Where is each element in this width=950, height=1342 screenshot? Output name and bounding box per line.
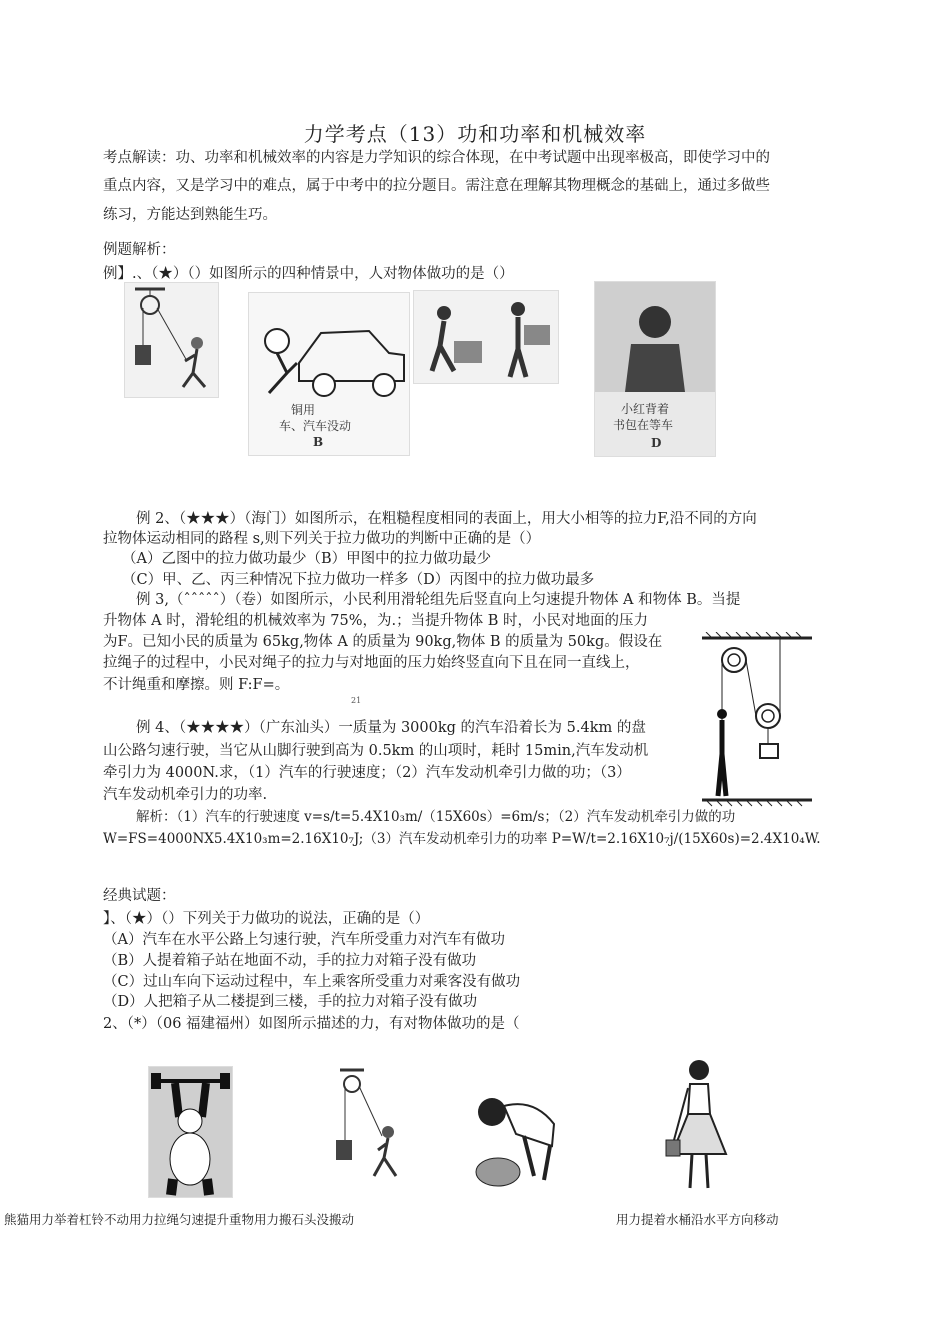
figure-b-caption-2: 车、汽车没动 <box>279 419 352 433</box>
question-1-option-b: （B）人提着箱子站在地面不动，手的拉力对箱子没有做功 <box>103 953 477 969</box>
rope-pulley-icon <box>330 1066 408 1184</box>
example-4-line-4: 汽车发动机牵引力的功率. <box>103 787 268 803</box>
page-mark: 21 <box>351 696 362 705</box>
page-title: 力学考点（13）功和功率和机械效率 <box>303 122 647 146</box>
figure-a-pulley <box>124 282 219 398</box>
figure-c-carry-box <box>413 290 559 384</box>
carry-bucket-icon <box>664 1054 734 1194</box>
intro-line-1: 考点解读：功、功率和机械效率的内容是力学知识的综合体现，在中考试题中出现率极高，即使学习中的 <box>103 150 770 166</box>
example-3-line-2: 升物体 A 时，滑轮组的机械效率为 75%，为.；当提升物体 B 时，小民对地面的压力 <box>103 613 649 629</box>
example-2-option-ab: （A）乙图中的拉力做功最少（B）甲图中的拉力做功最少 <box>122 551 492 567</box>
figure-carry-bucket <box>664 1054 734 1194</box>
intro-line-2: 重点内容，又是学习中的难点，属于中考中的拉分题目。需注意在理解其物理概念的基础上，通过多做些 <box>103 178 770 194</box>
push-rock-icon <box>464 1084 576 1192</box>
example-4-line-2: 山公路匀速行驶，当它从山脚行驶到高为 0.5km 的山项时，耗时 15min,汽车发动机 <box>103 743 649 759</box>
figure-d-letter: D <box>651 436 662 450</box>
example-1-question: 例】.、（★）（）如图所示的四种情景中，人对物体做功的是（） <box>103 266 514 282</box>
figure-b-push-car <box>248 292 410 456</box>
question-1-option-c: （C）过山车向下运动过程中，车上乘客所受重力对乘客没有做功 <box>103 974 521 990</box>
question-1-stem: 】、（★）（）下列关于力做功的说法，正确的是（） <box>103 911 430 927</box>
example-3-line-1: 例 3,（ˆˆˆˆˆ）（卷）如图所示，小民利用滑轮组先后竖直向上匀速提升物体 A 和物体 B。当提 <box>136 592 741 608</box>
example-3-line-4: 拉绳子的过程中，小民对绳子的拉力与对地面的压力始终竖直向下且在同一直线上， <box>103 655 640 671</box>
panda-barbell-icon <box>149 1067 232 1197</box>
question-2-caption-right: 用力提着水桶沿水平方向移动 <box>616 1212 779 1227</box>
question-2-stem: 2、（*）（06 福建福州）如图所示描述的力，有对物体做功的是（ <box>103 1016 520 1032</box>
figure-d-caption-2: 书包在等车 <box>613 418 674 432</box>
example-2-line-2: 拉物体运动相同的路程 s,则下列关于拉力做功的判断中正确的是（） <box>103 531 541 547</box>
pulley-figure-icon <box>125 283 218 397</box>
example-4-line-3: 牵引力为 4000N.求，（1）汽车的行驶速度；（2）汽车发动机牵引力做的功；（3） <box>103 765 631 781</box>
figure-d-backpack <box>594 281 716 457</box>
solution-line-1: 解析：（1）汽车的行驶速度 v=s/t=5.4X10₃m/（15X60s）=6m/s；（2）汽车发动机牵引力做的功 <box>136 809 736 825</box>
solution-line-2: W=FS=4000NX5.4X10₃m=2.16X10₇J;（3）汽车发动机牵引力的功率 P=W/t=2.16X10₇j/(15X60s)=2.4X10₄W. <box>103 831 821 847</box>
figure-panda-barbell <box>148 1066 233 1198</box>
pulley-system-icon <box>700 632 815 808</box>
figure-pull-rope <box>330 1066 408 1184</box>
example-3-line-5: 不计绳重和摩擦。则 F:F=。 <box>103 677 290 693</box>
classic-heading: 经典试题： <box>103 888 176 904</box>
figure-b-letter: B <box>313 435 324 449</box>
question-2-caption-left: 熊猫用力举着杠铃不动用力拉绳匀速提升重物用力搬石头没搬动 <box>4 1212 355 1227</box>
figure-d-caption-1: 小红背着 <box>621 402 670 416</box>
figure-push-rock <box>464 1084 576 1192</box>
examples-heading: 例题解析： <box>103 242 176 258</box>
carry-box-icon <box>414 291 558 383</box>
example-3-line-3: 为F。已知小民的质量为 65kg,物体 A 的质量为 90kg,物体 B 的质量为 50kg。假设在 <box>103 634 663 650</box>
example-2-line-1: 例 2、（★★★）（海门）如图所示，在粗糙程度相同的表面上，用大小相等的拉力F,沿不同的方向 <box>136 511 757 527</box>
question-1-option-d: （D）人把箱子从二楼提到三楼，手的拉力对箱子没有做功 <box>103 994 478 1010</box>
figure-pulley-system <box>700 632 815 808</box>
intro-line-3: 练习，方能达到熟能生巧。 <box>103 207 277 223</box>
question-1-option-a: （A）汽车在水平公路上匀速行驶，汽车所受重力对汽车有做功 <box>103 932 505 948</box>
example-2-option-cd: （C）甲、乙、丙三种情况下拉力做功一样多（D）丙图中的拉力做功最多 <box>122 572 595 588</box>
example-4-line-1: 例 4、（★★★★）（广东汕头）一质量为 3000kg 的汽车沿着长为 5.4km 的盘 <box>136 720 646 736</box>
figure-b-caption-1: 铜用 <box>291 403 316 417</box>
